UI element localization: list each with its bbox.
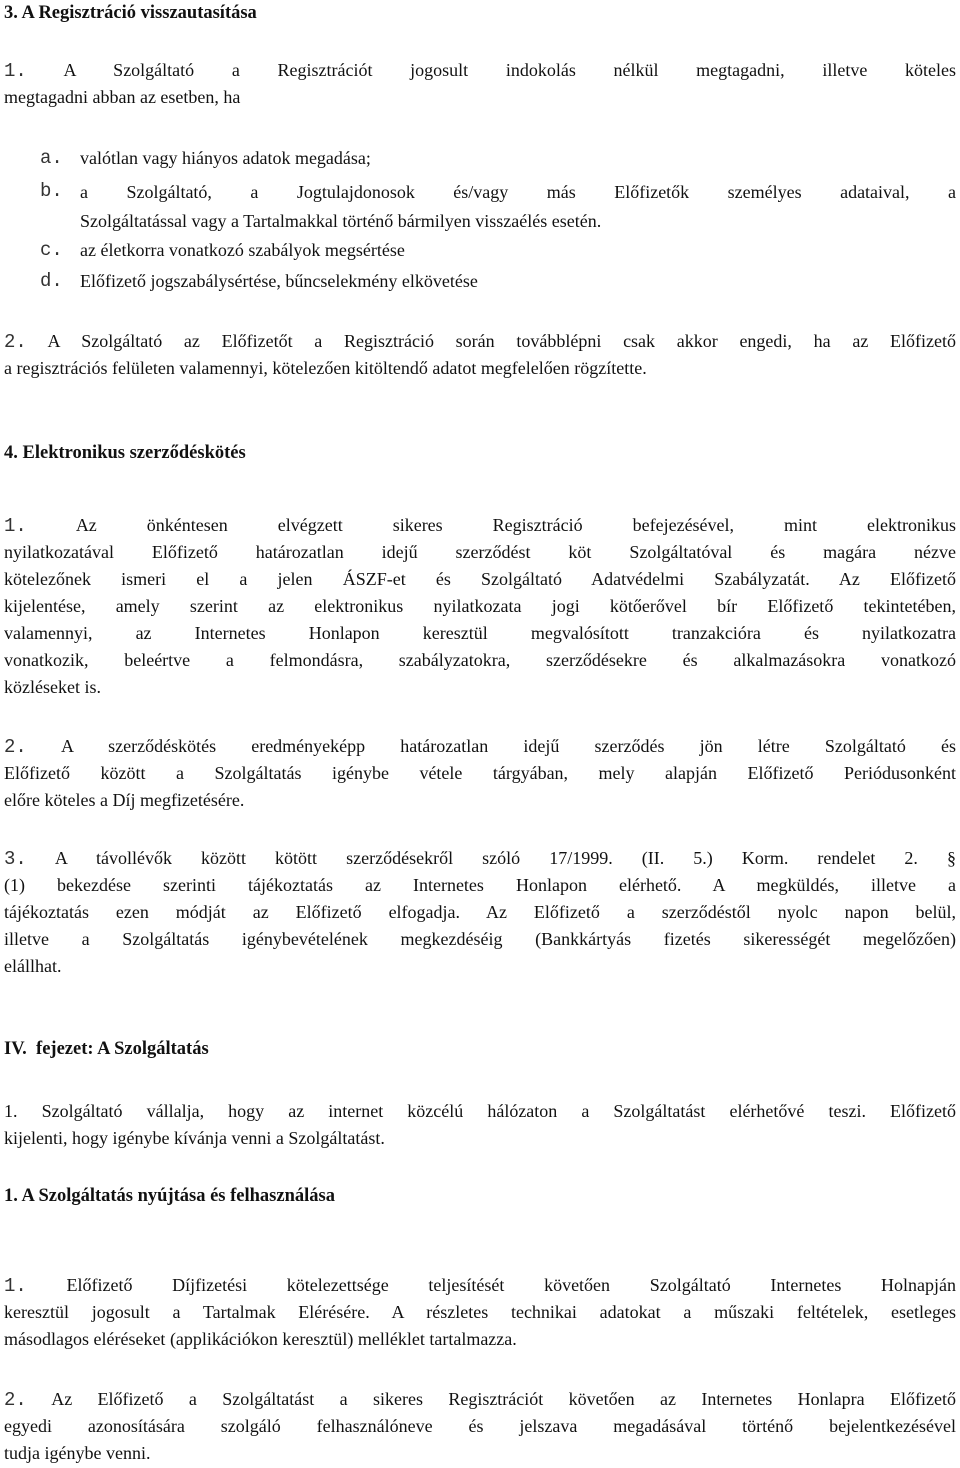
section-3-title: 3. A Regisztráció visszautasítása (4, 3, 257, 23)
ch4-q1-line-1 (4, 1272, 956, 1299)
s4-p1-line-4: kijelentése, amely szerint az elektronikus nyilatkozata jogi kötőerővel bír Előfizető tekintetében, (4, 596, 956, 616)
ch4-q2-text-1: Az Előfizető a Szolgáltatást a sikeres Regisztrációt követően az Internetes Honlapra Előfizető (51, 1389, 956, 1409)
s4-p2-number: 2. (4, 736, 27, 758)
list-marker-b: b. (40, 180, 63, 202)
s4-paragraph-2 (4, 733, 956, 814)
section-4-title: 4. Elektronikus szerződéskötés (4, 443, 246, 463)
s3-p2-number: 2. (4, 331, 27, 353)
s4-p3-line-2: (1) bekezdése szerinti tájékoztatás az Internetes Honlapon elérhető. A megküldés, illetve a (4, 875, 956, 895)
s4-p3-number: 3. (4, 848, 27, 870)
ch4-q1-paragraph (4, 1272, 956, 1353)
ch4-paragraph-1 (4, 1098, 956, 1152)
s4-p3-line-5: elállhat. (4, 956, 62, 976)
s4-paragraph-3 (4, 845, 956, 980)
s4-p1-line-7: közléseket is. (4, 677, 101, 697)
s3-paragraph-1 (4, 57, 956, 111)
ch4-q2-number: 2. (4, 1389, 27, 1411)
list-item-a-text: valótlan vagy hiányos adatok megadása; (80, 148, 371, 168)
list-marker-c: c. (40, 239, 63, 261)
s3-p1-line-2: megtagadni abban az esetben, ha (4, 87, 241, 107)
s3-p1-number: 1. (4, 60, 27, 82)
s4-p1-line-2: nyilatkozatával Előfizető határozatlan idejű szerződést köt Szolgáltatóval és magára nézve (4, 542, 956, 562)
s4-p3-line-3: tájékoztatás ezen módját az Előfizető elfogadja. Az Előfizető a szerződéstől nyolc napon belül, (4, 902, 956, 922)
ch4-q2-paragraph (4, 1386, 956, 1467)
s4-p2-line-3: előre köteles a Díj megfizetésére. (4, 790, 245, 810)
list-marker-d: d. (40, 270, 63, 292)
s3-p2-text-1: A Szolgáltató az Előfizetőt a Regisztráció során továbblépni csak akkor engedi, ha az Előfizető (47, 331, 956, 351)
ch4-q1-line-3: másodlagos eléréseket (applikációkon keresztül) melléklet tartalmazza. (4, 1329, 517, 1349)
ch4-subsection-title: 1. A Szolgáltatás nyújtása és felhasználása (4, 1186, 335, 1206)
ch4-q2-line-1 (4, 1386, 956, 1413)
s3-p1-line-1 (4, 57, 956, 84)
s4-p1-line-6: vonatkozik, beleértve a felmondásra, szabályzatokra, szerződésekre és alkalmazásokra vonatkozó (4, 650, 956, 670)
list-item-b-text-2: Szolgáltatással vagy a Tartalmakkal történő bármilyen visszaélés esetén. (80, 211, 602, 231)
chapter-4-title: IV. fejezet: A Szolgáltatás (4, 1039, 209, 1059)
s4-p2-text-1: A szerződéskötés eredményeképp határozatlan idejű szerződés jön létre Szolgáltató és (60, 736, 956, 756)
ch4-q1-number: 1. (4, 1275, 27, 1297)
s4-p2-line-2: Előfizető között a Szolgáltatás igénybe vétele tárgyában, mely alapján Előfizető Periódusonként (4, 763, 956, 783)
list-item-b-text-1: a Szolgáltató, a Jogtulajdonosok és/vagy más Előfizetők személyes adataival, a (80, 182, 956, 202)
s4-p3-line-1 (4, 845, 956, 872)
s4-p3-line-4: illetve a Szolgáltatás igénybevételének megkezdéséig (Bankkártyás fizetés sikerességét megelőzően) (4, 929, 956, 949)
ch4-q1-text-1: Előfizető Díjfizetési kötelezettsége teljesítését követően Szolgáltató Internetes Holnapján (66, 1275, 957, 1295)
list-marker-a: a. (40, 147, 63, 169)
s4-p3-text-1: A távollévők között kötött szerződésekről szóló 17/1999. (II. 5.) Korm. rendelet 2. § (54, 848, 956, 868)
s4-p1-line-3: kötelezőnek ismeri el a jelen ÁSZF-et és Szolgáltató Adatvédelmi Szabályzatát. Az Előfizető (4, 569, 956, 589)
s4-paragraph-1 (4, 512, 956, 701)
ch4-p1-line-2: kijelenti, hogy igénybe kívánja venni a Szolgáltatást. (4, 1128, 385, 1148)
s3-p2-line-2: a regisztrációs felületen valamennyi, kötelezően kitöltendő adatot megfelelően rögzítette. (4, 358, 647, 378)
s3-p2-line-1 (4, 328, 956, 355)
ch4-q2-line-3: tudja igénybe venni. (4, 1443, 151, 1463)
list-item-c-text: az életkorra vonatkozó szabályok megsértése (80, 240, 405, 260)
ch4-q2-line-2: egyedi azonosítására szolgáló felhasználóneve és jelszava megadásával történő bejelentkezésével (4, 1416, 956, 1436)
s3-paragraph-2 (4, 328, 956, 382)
ch4-q1-line-2: keresztül jogosult a Tartalmak Elérésére. A részletes technikai adatokat a műszaki feltételek, esetleges (4, 1302, 956, 1322)
list-item-d-text: Előfizető jogszabálysértése, bűncselekmény elkövetése (80, 271, 478, 291)
s4-p1-line-1 (4, 512, 956, 539)
s4-p1-line-5: valamennyi, az Internetes Honlapon keresztül megvalósított tranzakcióra és nyilatkozatra (4, 623, 956, 643)
s4-p2-line-1 (4, 733, 956, 760)
s4-p1-number: 1. (4, 515, 27, 537)
s3-p1-text-1: A Szolgáltató a Regisztrációt jogosult indokolás nélkül megtagadni, illetve köteles (63, 60, 956, 80)
s4-p1-text-1: Az önkéntesen elvégzett sikeres Regisztráció befejezésével, mint elektronikus (75, 515, 956, 535)
ch4-p1-line-1: 1. Szolgáltató vállalja, hogy az internet közcélú hálózaton a Szolgáltatást elérhetővé teszi. Előfizető (4, 1101, 956, 1121)
